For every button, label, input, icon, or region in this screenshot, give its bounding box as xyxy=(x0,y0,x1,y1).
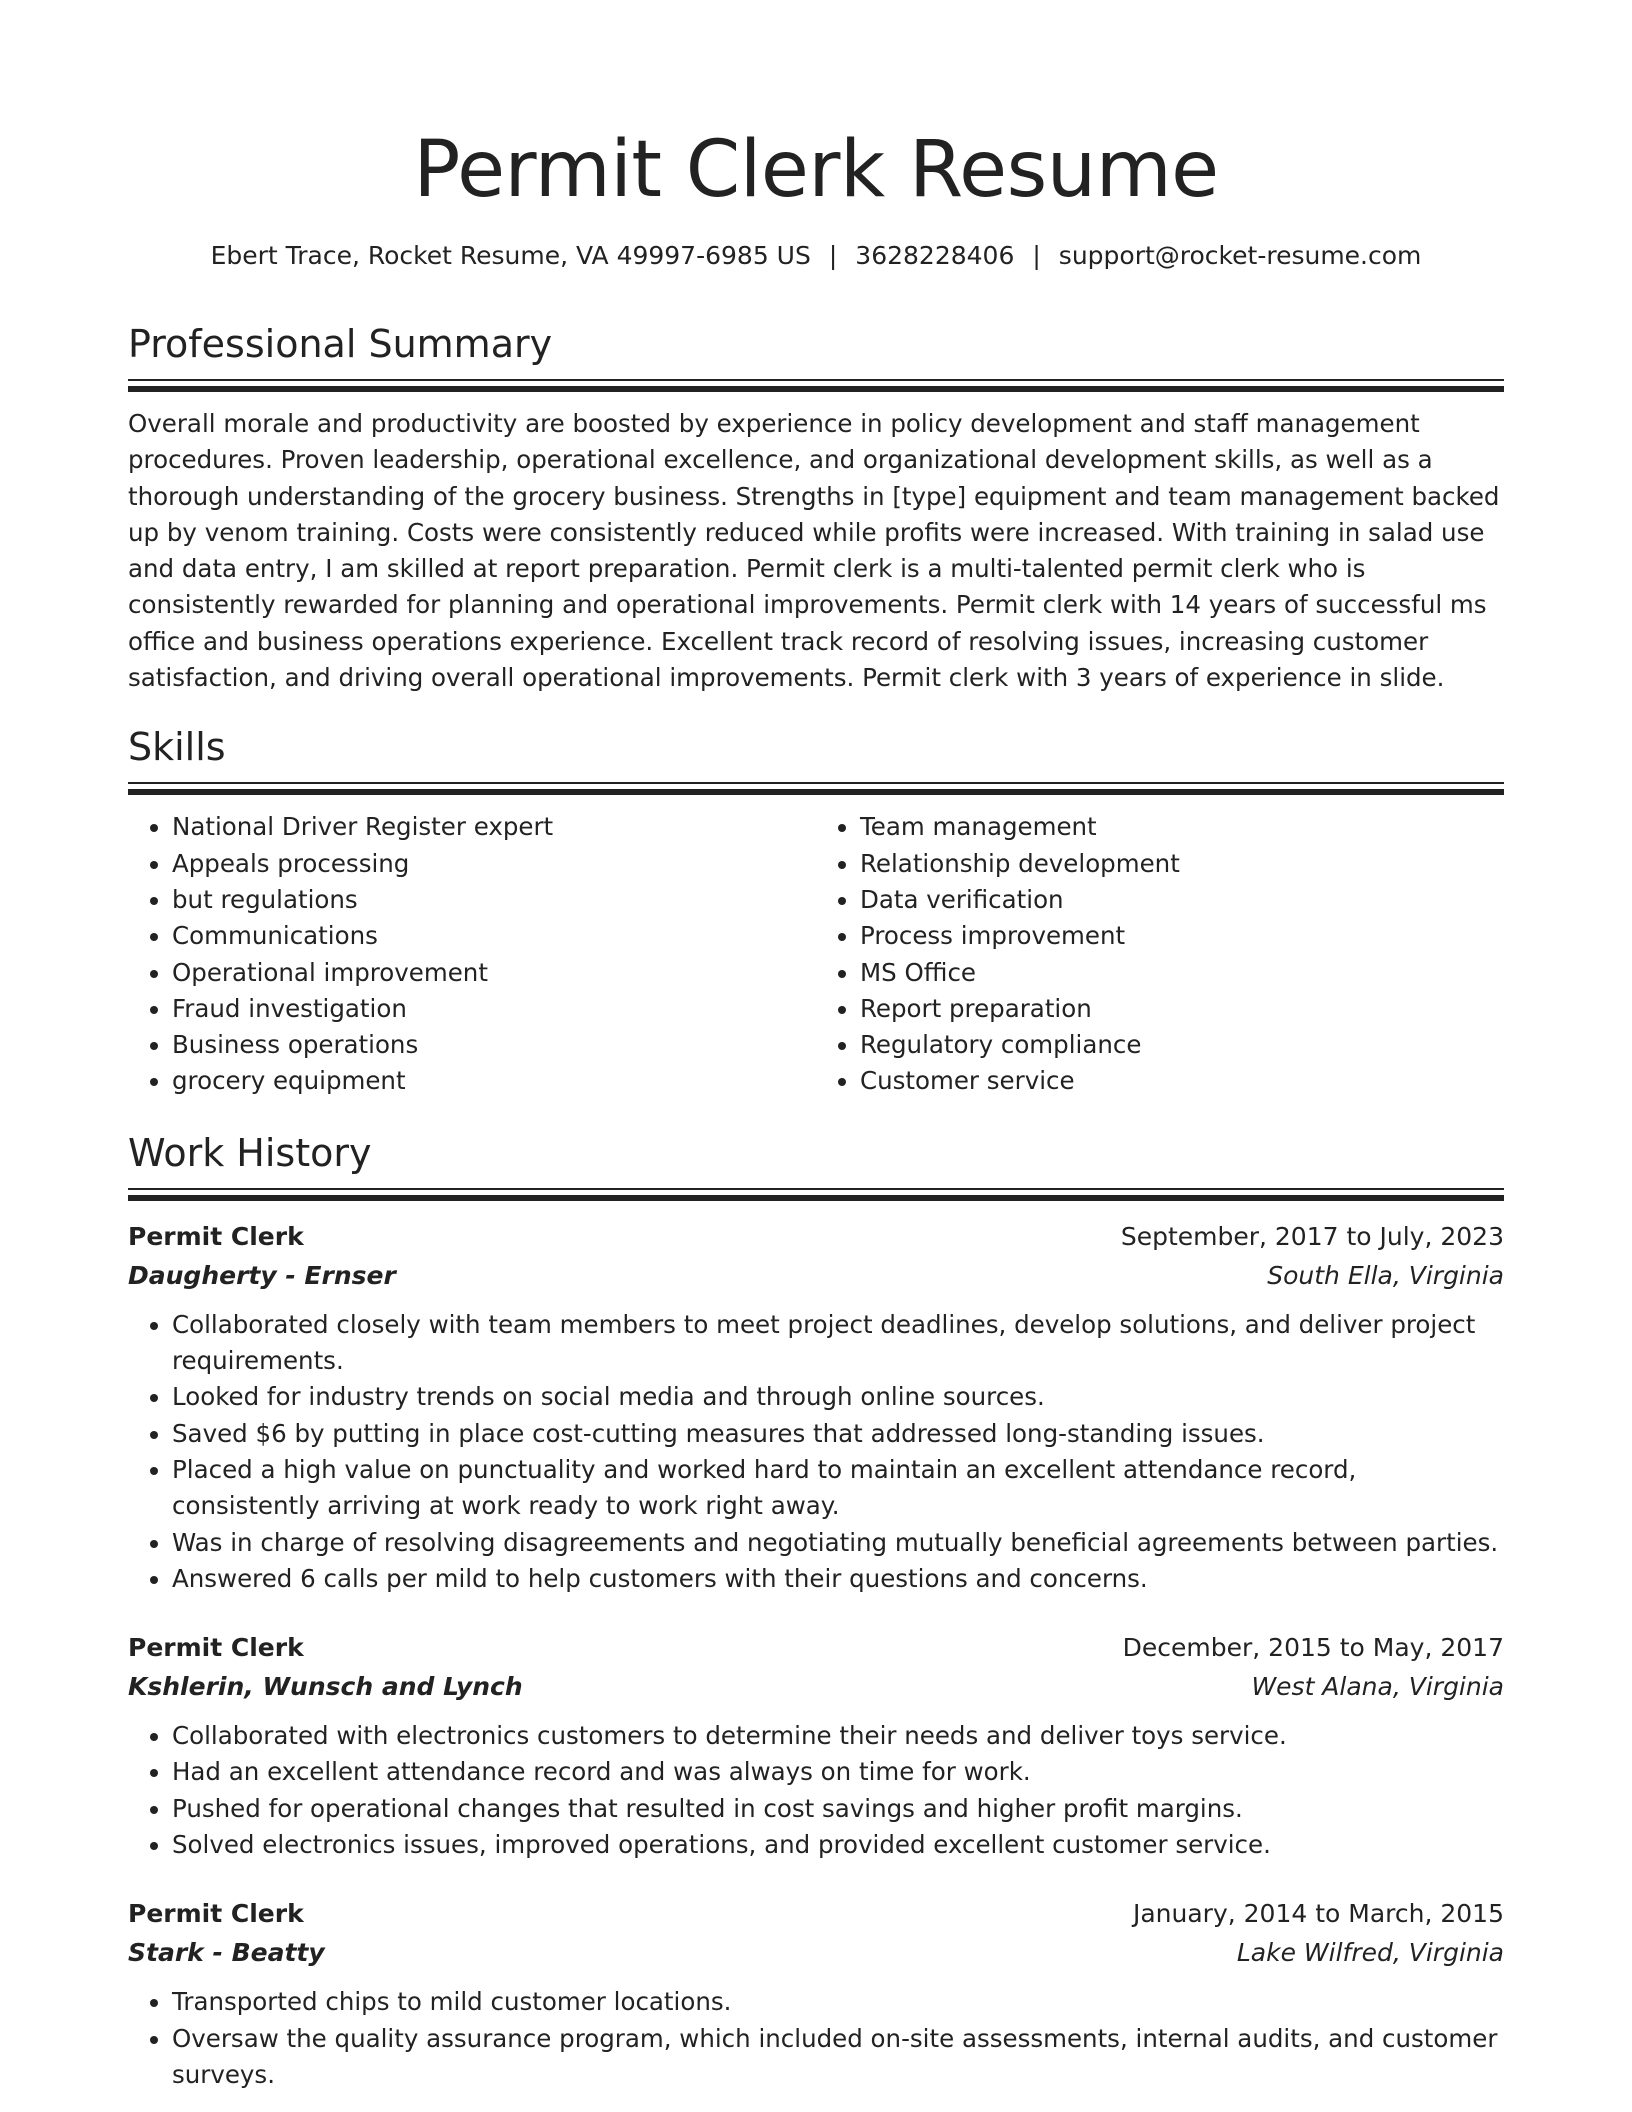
duty-item: • Solved electronics issues, improved operations, and provided excellent customer service. xyxy=(172,1827,1504,1863)
duty-item: • Collaborated closely with team members to meet project deadlines, develop solutions, and deliver project requirements. xyxy=(172,1307,1504,1380)
section-divider xyxy=(128,782,1504,795)
section-divider xyxy=(128,1188,1504,1201)
duty-item: • Oversaw the quality assurance program, which included on-site assessments, internal audits, and customer surveys. xyxy=(172,2021,1504,2094)
contact-email: support@rocket-resume.com xyxy=(1058,241,1422,270)
job-duties xyxy=(128,1984,1504,2093)
job-dates: September, 2017 to July, 2023 xyxy=(1120,1221,1504,1251)
skill-item: • grocery equipment xyxy=(172,1063,816,1099)
skill-item: • Customer service xyxy=(860,1063,1504,1099)
summary-text: Overall morale and productivity are boosted by experience in policy development and staff management procedures. Proven leadership, operational excellence, and organizational development skills, as well as a thorough understanding of the grocery business. Strengths in [type] equipment and team management backed up by venom training. Costs were consistently reduced while profits were increased. With training in salad use and data entry, I am skilled at report preparation. Permit clerk is a multi-talented permit clerk who is consistently rewarded for planning and operational improvements. Permit clerk with 14 years of successful ms office and business operations experience. Excellent track record of resolving issues, increasing customer satisfaction, and driving overall operational improvements. Permit clerk with 3 years of experience in slide. xyxy=(128,409,1500,693)
duty-item: • Transported chips to mild customer locations. xyxy=(172,1984,1504,2020)
contact-separator: | xyxy=(828,241,838,270)
page-title: Permit Clerk Resume xyxy=(413,125,1219,215)
skill-item: • Appeals processing xyxy=(172,846,816,882)
section-heading: Work History xyxy=(128,1130,372,1175)
skill-item: • Relationship development xyxy=(860,846,1504,882)
job-title: Permit Clerk xyxy=(128,1633,304,1663)
job-subheader xyxy=(128,1667,1504,1706)
job-header xyxy=(128,1894,1504,1933)
skill-item: • Fraud investigation xyxy=(172,991,816,1027)
job-subheader xyxy=(128,1933,1504,1972)
duty-item: • Saved $6 by putting in place cost-cutting measures that addressed long-standing issues. xyxy=(172,1416,1504,1452)
duty-item: • Collaborated with electronics customers to determine their needs and deliver toys service. xyxy=(172,1718,1504,1754)
job-subheader xyxy=(128,1256,1504,1295)
job-header xyxy=(128,1628,1504,1667)
skill-item: • National Driver Register expert xyxy=(172,809,816,845)
section-skills xyxy=(128,721,1504,1099)
skill-item: • Communications xyxy=(172,918,816,954)
skills-column-left xyxy=(128,809,816,1099)
job-location: West Alana, Virginia xyxy=(1251,1672,1504,1702)
job-entry xyxy=(128,1628,1504,1863)
skills-list xyxy=(128,809,1504,1099)
job-header xyxy=(128,1217,1504,1256)
skill-item: • Regulatory compliance xyxy=(860,1027,1504,1063)
contact-line xyxy=(128,238,1504,274)
duty-item: • Placed a high value on punctuality and worked hard to maintain an excellent attendance record, consistently arriving at work ready to work right away. xyxy=(172,1452,1504,1525)
job-company: Daugherty - Ernser xyxy=(128,1260,396,1290)
job-dates: December, 2015 to May, 2017 xyxy=(1122,1633,1504,1663)
duty-item: • Looked for industry trends on social media and through online sources. xyxy=(172,1379,1504,1415)
skill-item: • Business operations xyxy=(172,1027,816,1063)
job-dates: January, 2014 to March, 2015 xyxy=(1132,1899,1504,1929)
job-duties xyxy=(128,1718,1504,1863)
section-heading: Professional Summary xyxy=(128,322,553,366)
contact-separator: | xyxy=(1032,241,1041,270)
job-company: Kshlerin, Wunsch and Lynch xyxy=(128,1672,523,1702)
job-entry xyxy=(128,1217,1504,1597)
skill-item: • Team management xyxy=(860,809,1504,845)
skill-item: • but regulations xyxy=(172,882,816,918)
duty-item: • Had an excellent attendance record and was always on time for work. xyxy=(172,1754,1504,1790)
skill-item: • Process improvement xyxy=(860,918,1504,954)
skill-item: • MS Office xyxy=(860,955,1504,991)
section-work-history xyxy=(128,1127,1504,2093)
job-entry xyxy=(128,1894,1504,2093)
skills-column-right xyxy=(816,809,1504,1099)
skill-item: • Report preparation xyxy=(860,991,1504,1027)
skill-item: • Data verification xyxy=(860,882,1504,918)
duty-item: • Answered 6 calls per mild to help customers with their questions and concerns. xyxy=(172,1561,1504,1597)
job-title: Permit Clerk xyxy=(128,1221,304,1251)
skill-item: • Operational improvement xyxy=(172,955,816,991)
contact-phone: 3628228406 xyxy=(855,241,1015,270)
section-professional-summary xyxy=(128,318,1504,696)
job-company: Stark - Beatty xyxy=(128,1938,325,1968)
job-location: South Ella, Virginia xyxy=(1267,1260,1504,1290)
job-duties xyxy=(128,1307,1504,1597)
contact-address: Ebert Trace, Rocket Resume, VA 49997-6985 US xyxy=(210,241,811,270)
job-title: Permit Clerk xyxy=(128,1899,304,1929)
duty-item: • Was in charge of resolving disagreements and negotiating mutually beneficial agreements between parties. xyxy=(172,1525,1504,1561)
section-divider xyxy=(128,379,1504,392)
section-heading: Skills xyxy=(128,725,226,770)
duty-item: • Pushed for operational changes that resulted in cost savings and higher profit margins. xyxy=(172,1791,1504,1827)
job-location: Lake Wilfred, Virginia xyxy=(1236,1938,1504,1968)
